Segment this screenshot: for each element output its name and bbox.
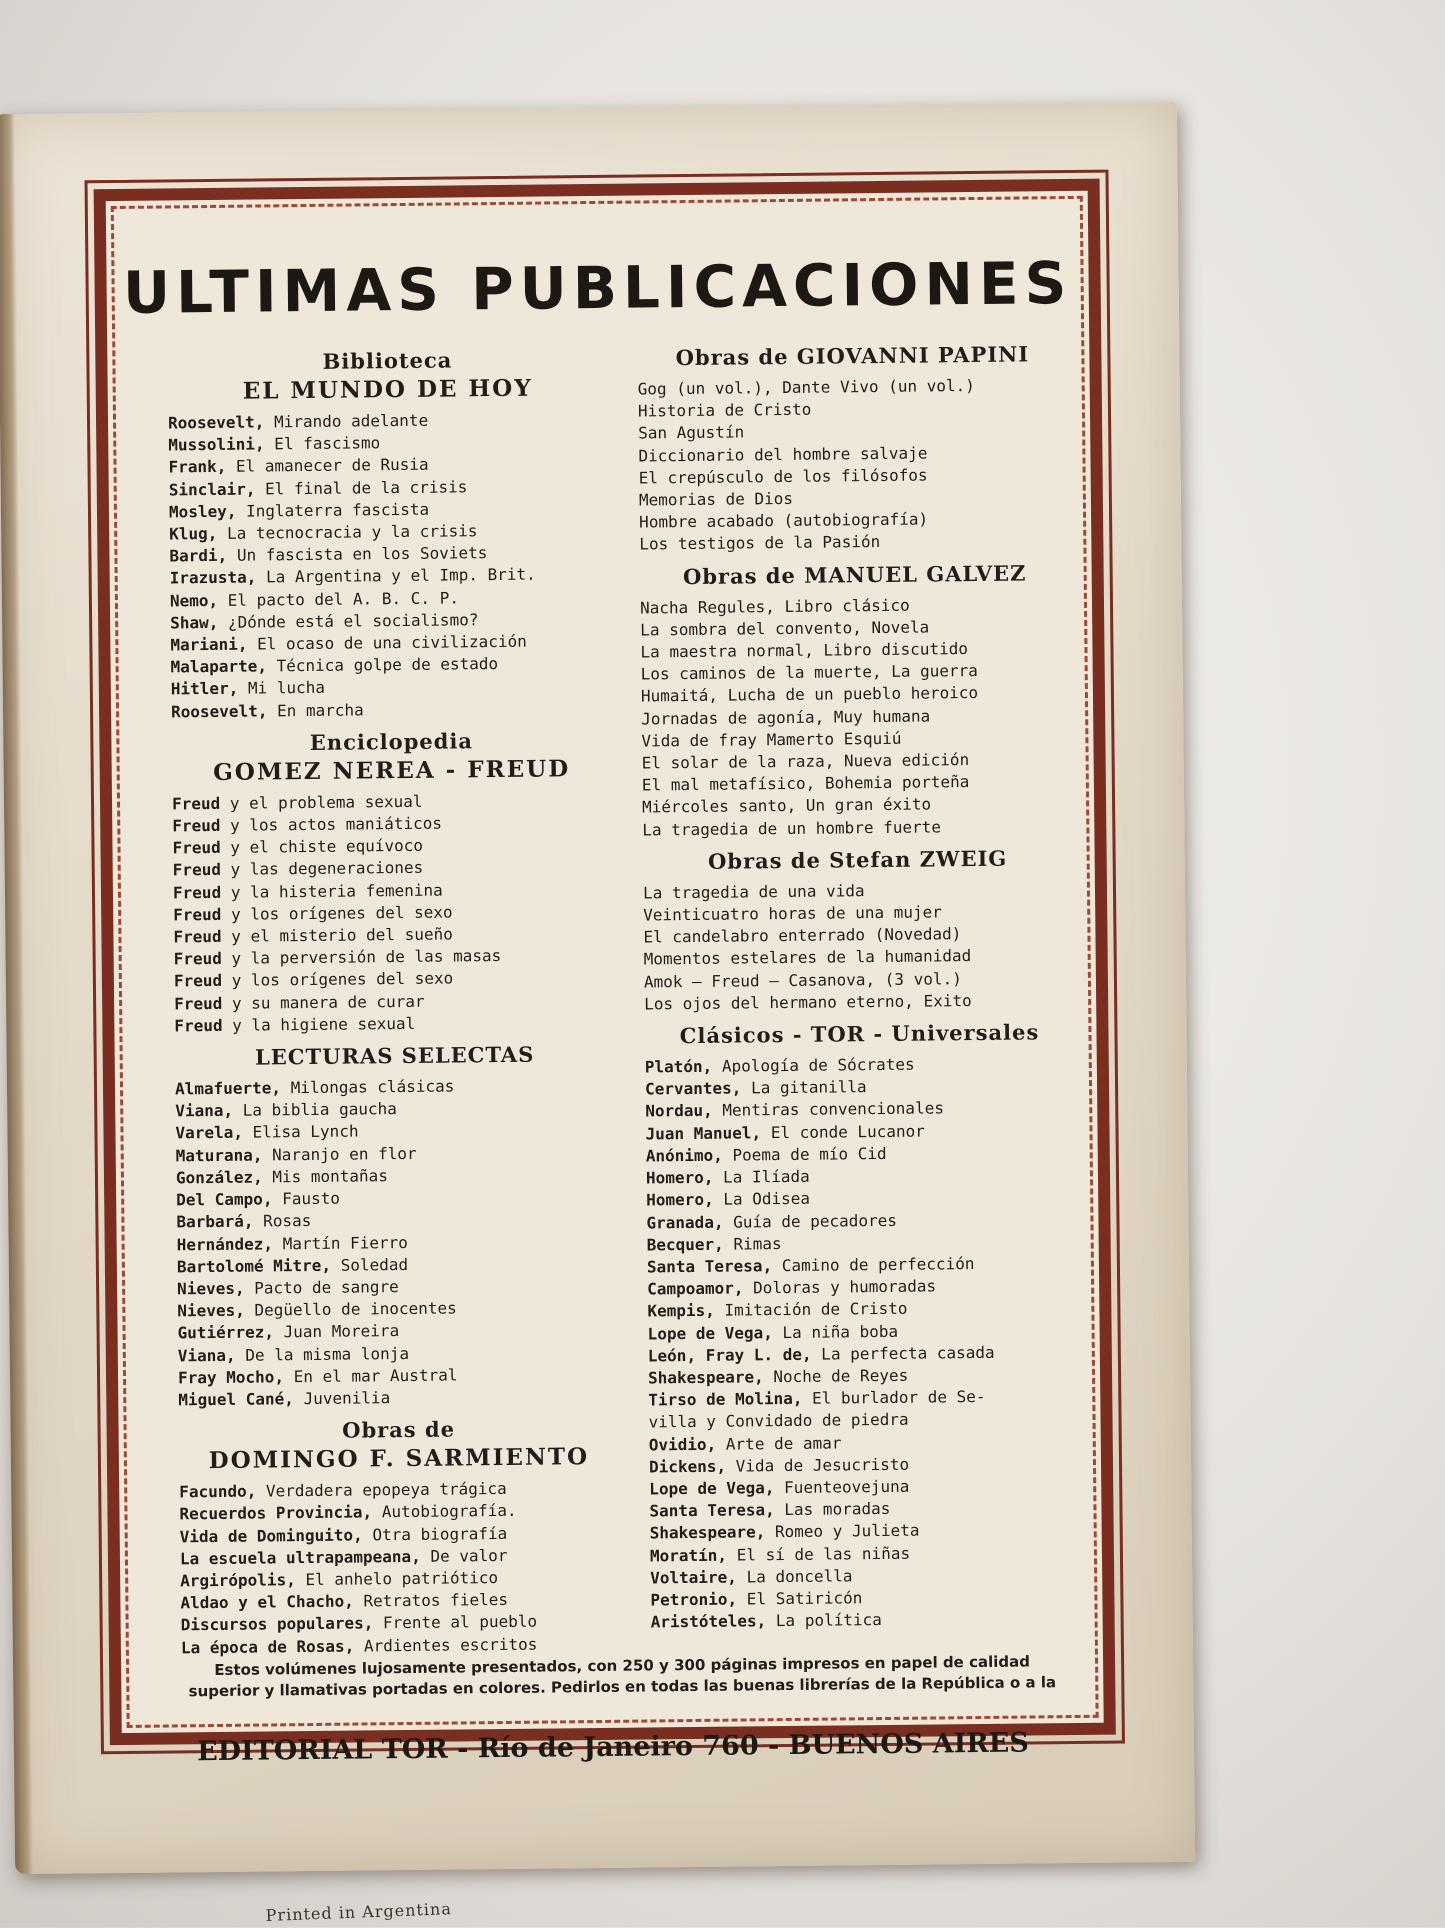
book-author: Miguel Cané, — [178, 1389, 294, 1410]
left-column — [167, 344, 621, 1665]
book-title: Mirando adelante — [273, 410, 429, 432]
book-title: Degüello de inocentes — [254, 1298, 457, 1320]
book-title: Humaitá, Lucha de un pueblo heroico — [640, 683, 979, 706]
book-title: En el mar Austral — [293, 1365, 458, 1386]
book-list-item — [651, 1607, 1081, 1634]
book-author: Varela, — [175, 1123, 244, 1143]
book-author: La escuela ultrapampeana, — [179, 1546, 421, 1569]
book-author: Shakespeare, — [649, 1522, 766, 1543]
book-title: Ardientes escritos — [363, 1634, 538, 1656]
book-author: Nieves, — [177, 1300, 245, 1321]
publisher-line: EDITORIAL TOR - Río de Janeiro 760 - BUENOS AIRES — [196, 1727, 1029, 1768]
book-title: San Agustín — [638, 422, 745, 443]
catalog-section — [175, 1039, 619, 1412]
book-title: ¿Dónde está el socialismo? — [227, 610, 479, 632]
book-title: y el problema sexual — [229, 791, 423, 813]
book-author: Malaparte, — [170, 656, 268, 677]
book-author: Mussolini, — [168, 434, 265, 455]
book-author: Freud — [173, 926, 222, 947]
book-title: Otra biografía — [372, 1523, 508, 1544]
book-author: Tirso de Molina, — [648, 1388, 803, 1410]
section-heading: Biblioteca — [322, 347, 453, 374]
book-author: Viana, — [175, 1101, 234, 1121]
book-title: El crepúsculo de los filósofos — [638, 465, 928, 488]
section-heading: Obras de GIOVANNI PAPINI — [675, 341, 1030, 371]
book-title: Autobiografía. — [381, 1501, 517, 1522]
book-author: Dickens, — [648, 1456, 727, 1477]
book-author: Freud — [172, 860, 222, 880]
book-author: Bartolomé Mitre, — [176, 1255, 332, 1277]
book-title: y los orígenes del sexo — [230, 902, 453, 924]
book-author: Freud — [173, 971, 223, 991]
book-author: Viana, — [177, 1345, 236, 1365]
book-author: Roosevelt, — [170, 701, 268, 722]
book-title: Poema de mío Cid — [732, 1143, 887, 1165]
book-list-item — [639, 529, 1069, 556]
book-title: La doncella — [746, 1566, 853, 1587]
section-heading: Obras de MANUEL GALVEZ — [682, 560, 1027, 589]
book-author: Petronio, — [650, 1589, 738, 1610]
book-list-item — [174, 1011, 614, 1038]
book-author: Hitler, — [170, 679, 239, 699]
book-list — [179, 1477, 621, 1659]
book-title: villa y Convidado de piedra — [648, 1410, 909, 1432]
book-author: Freud — [172, 882, 222, 903]
book-author: Nordau, — [645, 1101, 713, 1121]
book-title: Vida de Jesucristo — [735, 1454, 910, 1476]
book-author: Lope de Vega, — [647, 1322, 773, 1343]
book-title: La tragedia de una vida — [642, 881, 865, 903]
catalog-section — [167, 344, 611, 723]
book-title: El sí de las niñas — [736, 1543, 911, 1565]
book-list — [175, 1074, 618, 1412]
book-title: Los caminos de la muerte, La guerra — [640, 661, 978, 684]
section-heading: Obras de — [342, 1416, 456, 1443]
book-title: Fuenteovejuna — [784, 1476, 910, 1497]
book-list — [640, 593, 1073, 842]
book-author: Mosley, — [168, 501, 237, 522]
book-author: La época de Rosas, — [180, 1636, 355, 1657]
book-title: Nacha Regules, Libro clásico — [639, 595, 910, 618]
book-title: La tecnocracia y la crisis — [226, 521, 478, 543]
book-title: Memorias de Dios — [638, 488, 794, 510]
book-author: Maturana, — [175, 1145, 263, 1166]
book-back-cover — [0, 102, 1195, 1925]
book-title: Inglaterra fascista — [245, 499, 430, 521]
catalog-section — [640, 558, 1073, 842]
book-title: La niña boba — [782, 1321, 899, 1342]
book-title: Elisa Lynch — [252, 1121, 359, 1143]
decorative-frame — [94, 179, 1116, 1768]
book-title: Apología de Sócrates — [721, 1054, 915, 1076]
book-author: Homero, — [645, 1167, 714, 1188]
catalog-section — [643, 843, 1075, 1016]
catalog-section — [178, 1413, 621, 1659]
book-title: Momentos estelares de la humanidad — [643, 946, 972, 969]
book-author: González, — [175, 1167, 263, 1188]
book-title: El Satiricón — [746, 1588, 863, 1609]
section-heading: EL MUNDO DE HOY — [242, 374, 533, 405]
book-title: Miércoles santo, Un gran éxito — [642, 794, 932, 817]
book-title: Jornadas de agonía, Muy humana — [641, 706, 931, 729]
book-author: Fray Mocho, — [177, 1367, 285, 1388]
book-author: Cervantes, — [644, 1078, 742, 1099]
book-title: Romeo y Julieta — [774, 1520, 920, 1542]
book-title: Arte de amar — [725, 1432, 842, 1454]
book-author: Argirópolis, — [180, 1570, 296, 1591]
book-title: Historia de Cristo — [637, 399, 812, 421]
book-title: y la higiene sexual — [232, 1013, 416, 1035]
book-author: Frank, — [168, 457, 227, 477]
book-title: El mal metafísico, Bohemia porteña — [641, 772, 970, 795]
section-heading: LECTURAS SELECTAS — [254, 1041, 535, 1070]
book-author: Campoamor, — [647, 1278, 744, 1299]
book-author: Barbará, — [176, 1211, 254, 1232]
book-list — [172, 789, 615, 1038]
book-title: y su manera de curar — [231, 991, 425, 1013]
book-title: Mi lucha — [247, 678, 326, 699]
book-title: La tragedia de un hombre fuerte — [642, 817, 942, 840]
book-title: y el misterio del sueño — [231, 924, 453, 946]
book-list-item — [171, 696, 611, 723]
book-title: De la misma lonja — [245, 1343, 410, 1365]
book-author: Kempis, — [647, 1301, 715, 1321]
printed-in-note: Printed in Argentina — [265, 1899, 453, 1925]
book-title: Mentiras convencionales — [722, 1098, 945, 1121]
book-title: De valor — [430, 1545, 508, 1566]
catalog-section — [637, 339, 1069, 556]
book-title: El anhelo patriótico — [305, 1567, 499, 1590]
book-title: El final de la crisis — [264, 476, 468, 499]
book-author: Freud — [173, 904, 222, 925]
book-title: Noche de Reyes — [773, 1365, 909, 1387]
book-title: En marcha — [276, 700, 364, 720]
book-spine — [0, 114, 33, 1874]
book-title: La Odisea — [723, 1189, 811, 1209]
book-list — [168, 408, 611, 723]
book-title: La biblia gaucha — [242, 1099, 397, 1120]
book-author: Discursos populares, — [180, 1613, 374, 1635]
book-title: El amanecer de Rusia — [235, 455, 429, 477]
book-list — [638, 374, 1070, 556]
book-author: León, Fray L. de, — [647, 1344, 812, 1366]
book-title: Juvenilia — [303, 1388, 391, 1409]
book-author: Aldao y el Chacho, — [180, 1591, 354, 1613]
section-heading: GOMEZ NEREA - FREUD — [213, 755, 571, 786]
book-title: La Ilíada — [722, 1166, 810, 1187]
book-title: Guía de pecadores — [733, 1210, 898, 1232]
book-title: El ocaso de una civilización — [256, 631, 527, 654]
book-title: El fascismo — [274, 433, 381, 454]
book-author: Freud — [174, 1015, 223, 1036]
book-author: Freud — [172, 838, 221, 858]
book-title: El burlador de Se- — [811, 1387, 986, 1408]
book-title: Los testigos de la Pasión — [639, 532, 881, 554]
right-column — [637, 339, 1081, 1640]
section-heading: Obras de Stefan ZWEIG — [707, 845, 1008, 874]
book-list-item — [181, 1632, 621, 1659]
book-title: La sombra del convento, Novela — [640, 617, 930, 640]
book-title: El pacto del A. B. C. P. — [227, 588, 460, 610]
book-title: Naranjo en flor — [271, 1143, 417, 1165]
book-author: Irazusta, — [169, 567, 257, 588]
book-author: Freud — [174, 993, 223, 1014]
book-title: El conde Lucanor — [770, 1121, 925, 1142]
book-author: Del Campo, — [176, 1189, 273, 1210]
book-author: Hernández, — [176, 1233, 274, 1254]
book-author: Nieves, — [177, 1278, 245, 1299]
book-author: Moratín, — [649, 1545, 728, 1566]
book-title: Rosas — [263, 1211, 312, 1231]
book-title: Doloras y humoradas — [753, 1276, 937, 1298]
book-author: Juan Manuel, — [645, 1122, 762, 1144]
book-title: Soledad — [340, 1254, 409, 1275]
book-title: Verdadera epopeya trágica — [265, 1479, 507, 1501]
book-author: Freud — [173, 949, 222, 969]
book-title: Imitación de Cristo — [724, 1299, 908, 1320]
book-list-item — [178, 1385, 618, 1412]
book-title: La política — [775, 1610, 882, 1631]
book-title: La maestra normal, Libro discutido — [640, 639, 969, 662]
book-author: Platón, — [644, 1056, 713, 1077]
book-author: Klug, — [169, 523, 218, 544]
book-author: Santa Teresa, — [649, 1500, 775, 1521]
book-author: Becquer, — [646, 1234, 724, 1255]
book-title: Rimas — [733, 1233, 782, 1254]
book-author: Freud — [172, 815, 221, 836]
book-title: Amok — Freud — Casanova, (3 vol.) — [643, 968, 962, 992]
book-title: Frente al pueblo — [382, 1611, 538, 1633]
book-author: Anónimo, — [645, 1145, 723, 1166]
book-title: Hombre acabado (autobiografía) — [639, 509, 929, 532]
book-title: Pacto de sangre — [254, 1276, 399, 1298]
book-title: Camino de perfección — [781, 1253, 975, 1275]
book-author: Facundo, — [179, 1481, 257, 1502]
book-title: Las moradas — [784, 1499, 891, 1520]
book-title: Mis montañas — [272, 1166, 388, 1187]
book-title: Técnica golpe de estado — [276, 654, 499, 676]
book-title: La perfecta casada — [821, 1342, 995, 1364]
book-author: Bardi, — [169, 546, 228, 566]
book-author: Sinclair, — [168, 479, 256, 500]
book-title: y la histeria femenina — [230, 880, 443, 902]
book-author: Freud — [171, 793, 221, 814]
book-author: Nemo, — [169, 590, 219, 611]
book-list-item — [642, 815, 1072, 842]
book-author: Mariani, — [170, 634, 248, 655]
book-author: Voltaire, — [650, 1567, 737, 1588]
section-heading: Enciclopedia — [309, 728, 474, 755]
section-heading: DOMINGO F. SARMIENTO — [208, 1443, 590, 1475]
book-title: Fausto — [282, 1188, 341, 1209]
book-title: Veinticuatro horas de una mujer — [643, 902, 942, 925]
book-title: Milongas clásicas — [290, 1076, 455, 1098]
book-title: La Argentina y el Imp. Brit. — [265, 565, 536, 587]
book-title: La gitanilla — [750, 1077, 867, 1098]
book-title: Gog (un vol.), Dante Vivo (un vol.) — [637, 376, 975, 399]
book-author: Shaw, — [170, 612, 219, 633]
book-title: Retratos fieles — [363, 1590, 509, 1611]
book-title: Vida de fray Mamerto Esquiú — [641, 728, 902, 751]
book-title: y los actos maniáticos — [229, 813, 443, 835]
book-title: y los orígenes del sexo — [231, 968, 454, 991]
catalog-section — [171, 725, 614, 1038]
book-author: Recuerdos Provincia, — [179, 1502, 373, 1524]
book-author: Homero, — [646, 1190, 714, 1210]
book-title: Diccionario del hombre salvaje — [638, 443, 928, 466]
book-list-item — [644, 989, 1074, 1016]
book-list — [645, 1052, 1081, 1634]
book-title: y la perversión de las masas — [231, 946, 502, 969]
book-author: Granada, — [646, 1212, 724, 1232]
book-author: Aristóteles, — [650, 1611, 767, 1632]
section-heading: Clásicos - TOR - Universales — [679, 1019, 1040, 1049]
book-title: El candelabro enterrado (Novedad) — [643, 924, 962, 947]
book-author: Almafuerte, — [174, 1078, 282, 1099]
catalog-section — [644, 1017, 1080, 1634]
book-title: Un fascista en los Soviets — [236, 543, 488, 565]
book-list — [643, 878, 1074, 1016]
book-title: y el chiste equívoco — [230, 836, 424, 858]
page-title: ULTIMAS PUBLICACIONES — [122, 248, 1073, 327]
book-author: Gutiérrez, — [177, 1322, 275, 1343]
book-title: Los ojos del hermano eterno, Exito — [644, 990, 972, 1014]
book-title: Martín Fierro — [282, 1232, 408, 1253]
book-author: Lope de Vega, — [649, 1478, 775, 1499]
book-author: Shakespeare, — [647, 1367, 764, 1388]
book-title: El solar de la raza, Nueva edición — [641, 750, 970, 773]
notice-text: Estos volúmenes lujosamente presentados, con 250 y 300 páginas impresos en papel de calidad superior y llamativas portadas en colores. Pedirlos en todas las buenas librerías de la República o a la — [188, 1652, 1057, 1701]
book-author: Vida de Dominguito, — [179, 1525, 363, 1546]
book-title: Juan Moreira — [283, 1321, 400, 1342]
book-author: Roosevelt, — [167, 412, 265, 433]
book-author: Santa Teresa, — [646, 1256, 773, 1277]
book-title: y las degeneraciones — [230, 858, 424, 880]
book-author: Ovidio, — [648, 1434, 717, 1455]
